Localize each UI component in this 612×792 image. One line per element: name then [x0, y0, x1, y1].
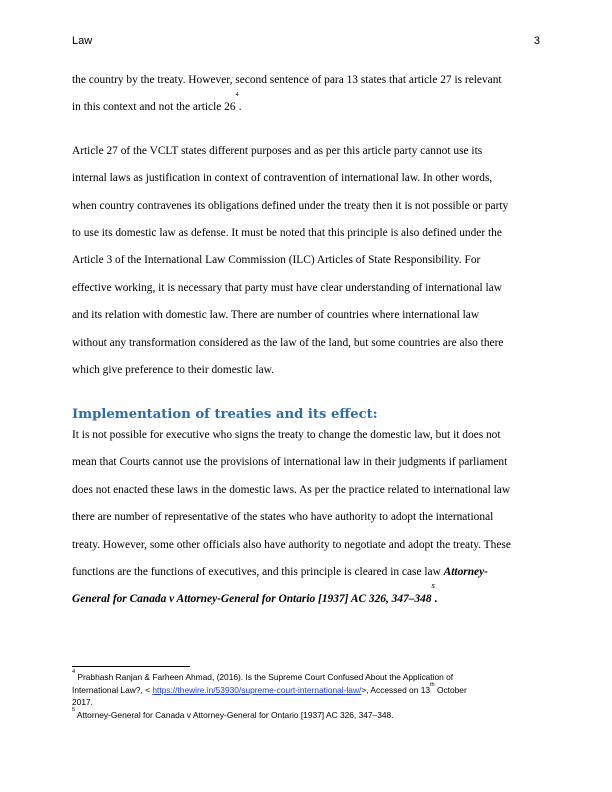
paragraph-3-line: there are number of representative of the states who have authority to adopt the international — [72, 511, 494, 524]
paragraph-3-line: does not enacted these laws in the domestic laws. As per the practice related to international law — [72, 483, 511, 496]
footnote-ref-5: 5 — [431, 583, 435, 591]
footnotes — [72, 671, 544, 721]
footnote-4-line-1: Prabhash Ranjan & Farheen Ahmad, (2016). Is the Supreme Court Confused About the Application of — [75, 672, 454, 682]
body-text-bottom — [72, 422, 544, 614]
footnote-ref-4: 4 — [235, 91, 239, 99]
paragraph-1 — [72, 67, 544, 122]
paragraph-1-line-1: the country by the treaty. However, second sentence of para 13 states that article 27 is relevant — [72, 74, 502, 86]
footnote-4-month: October — [434, 684, 467, 695]
paragraph-1-period: . — [238, 101, 242, 114]
section-heading: Implementation of treaties and its effect: — [72, 407, 378, 422]
paragraph-2-line: effective working, it is necessary that party must have clear understanding of international law — [72, 281, 502, 294]
footnote-4-accessed: >, Accessed on 13 — [361, 684, 431, 695]
paragraph-3-line: mean that Courts cannot use the provisions of international law in their judgments if parliament — [72, 456, 508, 469]
paragraph-2-line: to use its domestic law as defense. It must be noted that this principle is also defined under the — [72, 227, 502, 240]
footnote-5-number: 5 — [72, 706, 76, 713]
running-title: Law — [72, 35, 93, 47]
page-header — [72, 35, 540, 49]
paragraph-1-line-2: in this context and not the article 26 — [72, 101, 236, 114]
footnote-4-ordinal: th — [430, 681, 435, 688]
footnote-4-line-3: 2017. — [72, 697, 93, 708]
paragraph-2-line: Article 3 of the International Law Commission (ILC) Articles of State Responsibility. For — [72, 254, 481, 267]
footnote-4-line-2-prefix: International Law?, < — [72, 684, 153, 695]
case-citation-start: Attorney- — [443, 566, 488, 579]
footnote-4-number: 4 — [72, 669, 76, 675]
paragraph-2-line: without any transformation considered as the law of the land, but some countries are also there — [72, 336, 504, 349]
footnote-separator — [72, 666, 190, 667]
paragraph-2-line: which give preference to their domestic law. — [72, 364, 274, 377]
paragraph-3-line: It is not possible for executive who signs the treaty to change the domestic law, but it does not — [72, 429, 501, 441]
paragraph-3 — [72, 422, 544, 614]
body-text-top — [72, 67, 544, 384]
paragraph-3-line: functions are the functions of executives, and this principle is cleared in case law — [72, 566, 444, 579]
footnote-5-text: Attorney-General for Canada v Attorney-General for Ontario [1937] AC 326, 347–348. — [75, 709, 394, 720]
page-number: 3 — [533, 35, 540, 47]
paragraph-2 — [72, 138, 544, 385]
paragraph-2-line: Article 27 of the VCLT states different purposes and as per this article party cannot use its — [72, 144, 483, 157]
case-citation-period: . — [434, 593, 438, 606]
case-citation: General for Canada v Attorney-General for Ontario [1937] AC 326, 347–348 — [72, 593, 432, 606]
paragraph-2-line: and its relation with domestic law. There are number of countries where international law — [72, 309, 480, 322]
footnote-5 — [72, 706, 544, 722]
paragraph-2-line: internal laws as justification in context of contravention of international law. In other words, — [72, 172, 493, 185]
paragraph-3-line: treaty. However, some other officials also have authority to negotiate and adopt the treaty. These — [72, 538, 511, 551]
footnote-4 — [72, 671, 544, 709]
paragraph-2-line: when country contravenes its obligations defined under the treaty then it is not possible or party — [72, 199, 509, 212]
footnote-4-link[interactable]: https://thewire.in/53930/supreme-court-international-law/ — [152, 684, 362, 695]
